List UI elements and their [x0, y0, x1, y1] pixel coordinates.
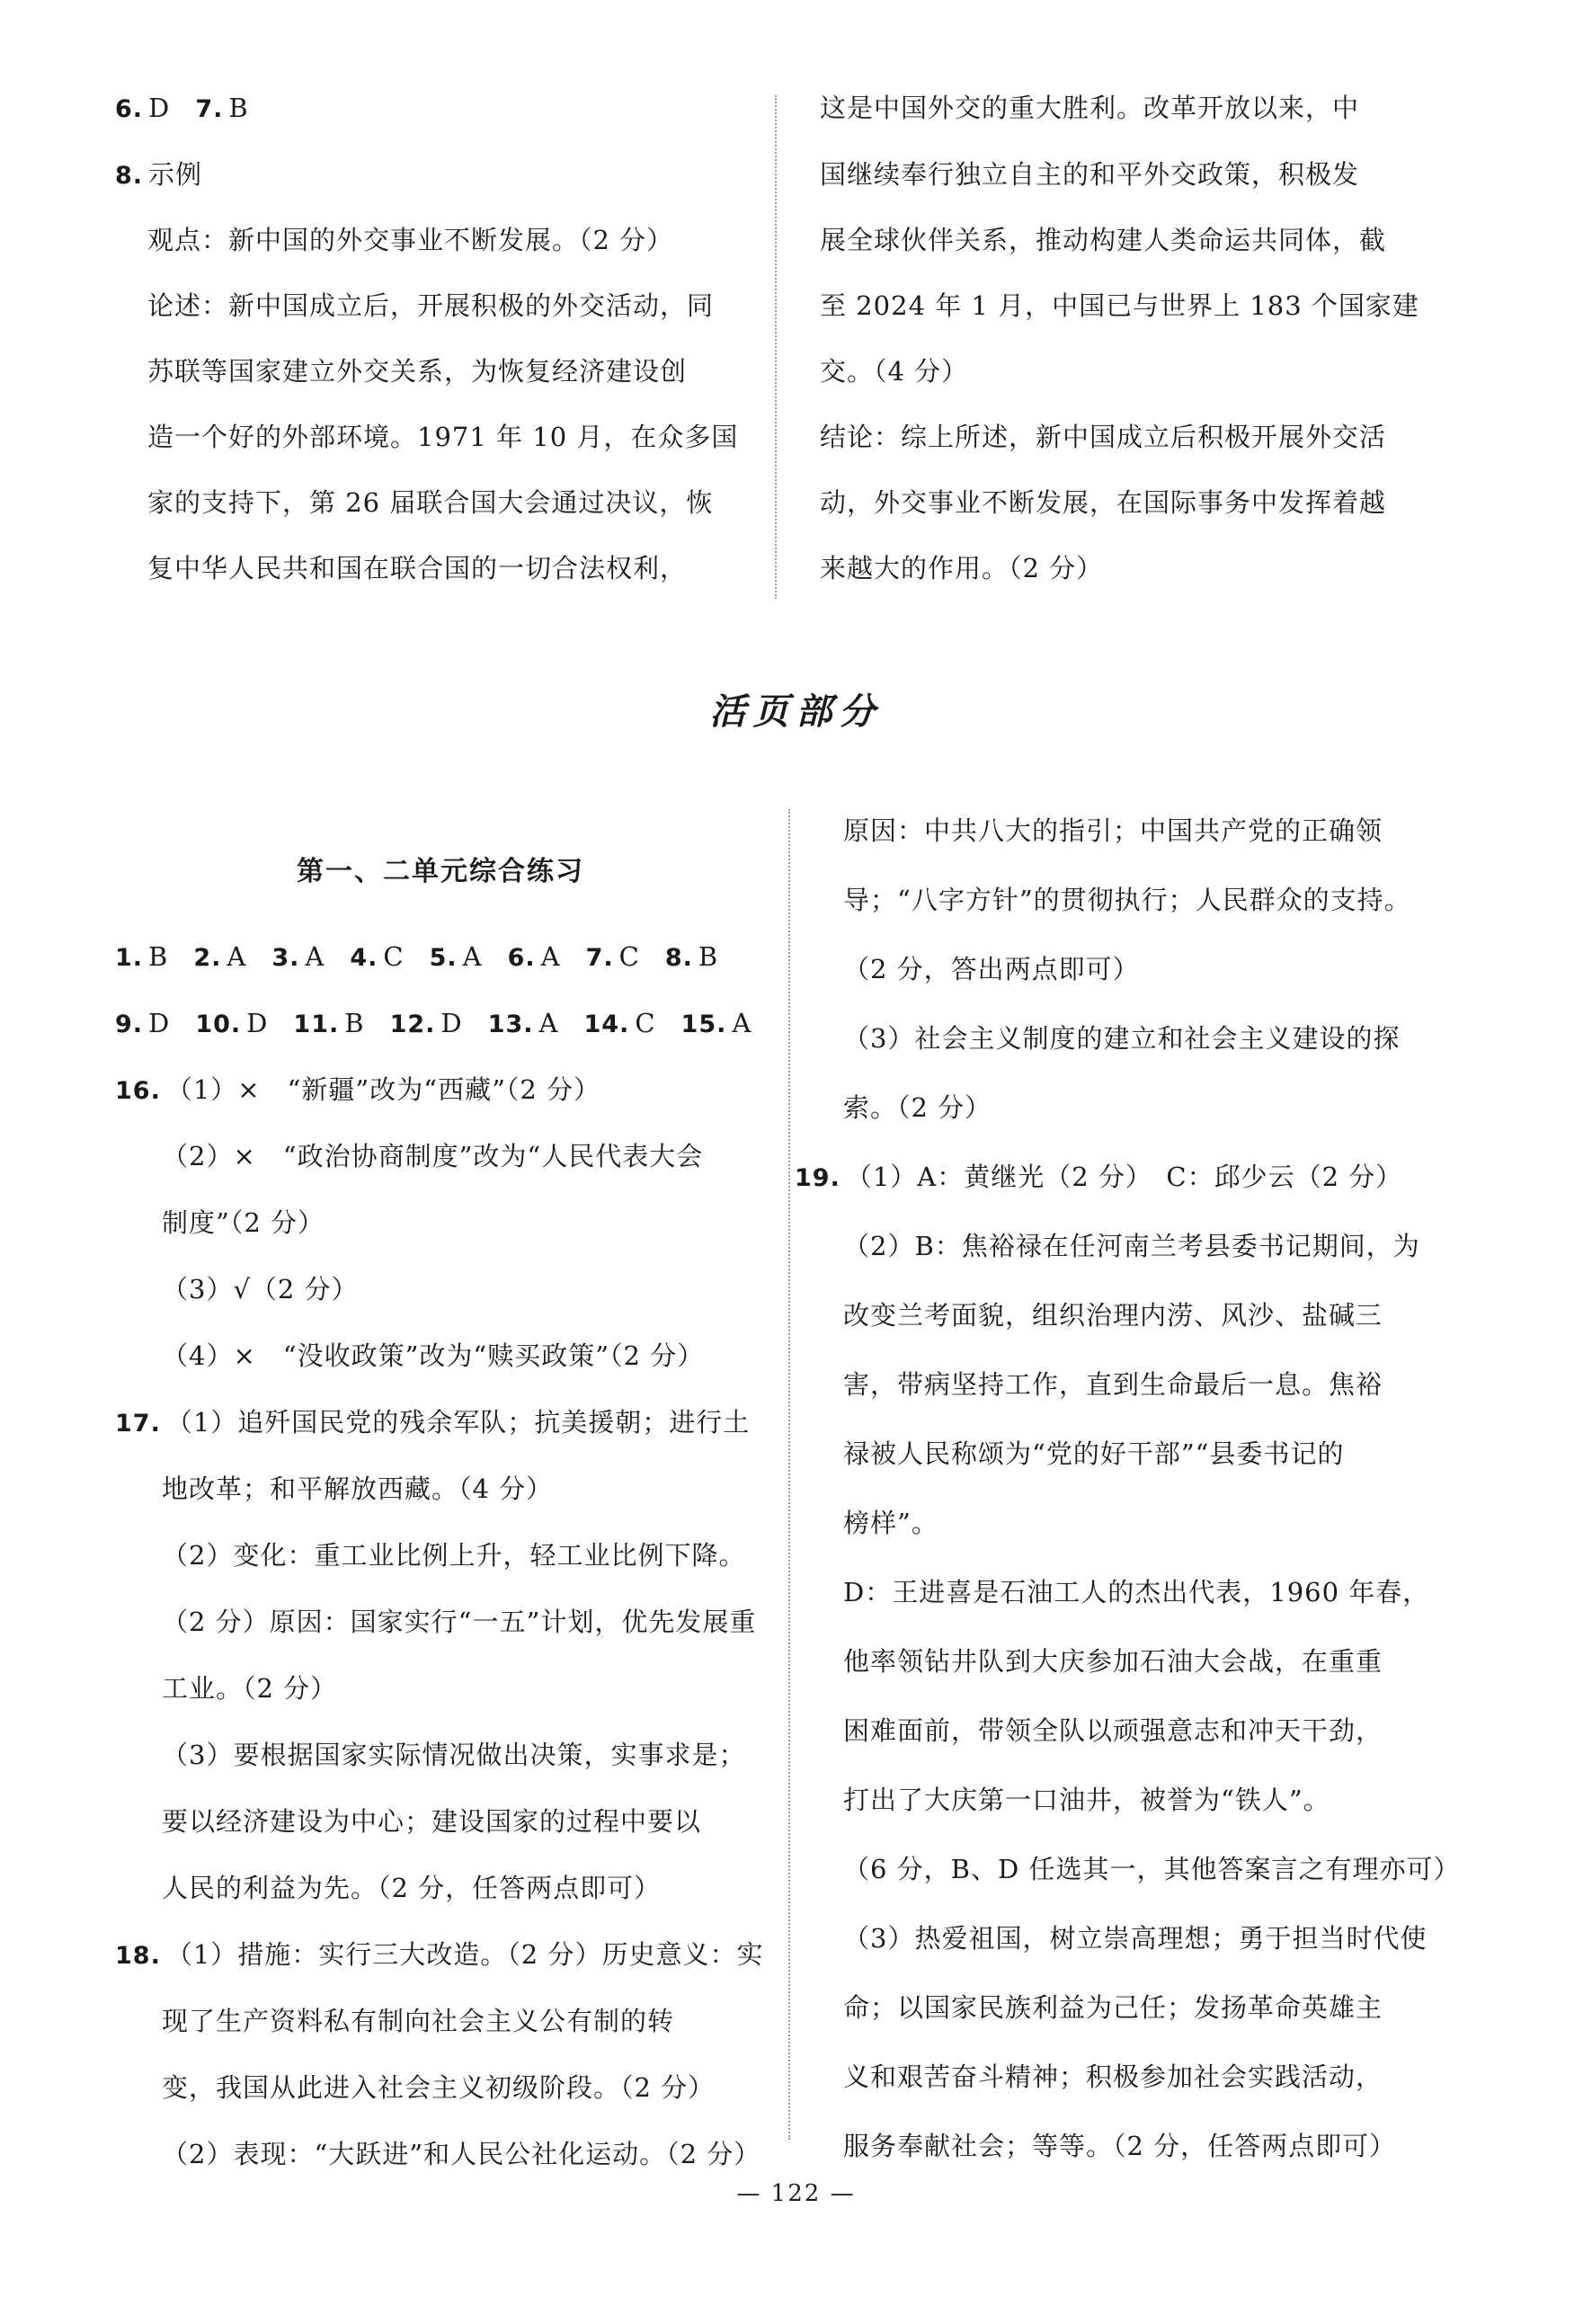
q8-line: 复中华人民共和国在联合国的一切合法权利，: [147, 553, 688, 583]
q19-line: 害，带病坚持工作，直到生命最后一息。焦裕: [843, 1369, 1383, 1400]
q7-answer: B: [228, 93, 249, 123]
q18-line: 现了生产资料私有制向社会主义公有制的转: [162, 2006, 675, 2036]
mc-answer: 6. A: [507, 941, 561, 972]
q8-cont-line: 动，外交事业不断发展，在国际事务中发挥着越: [820, 487, 1387, 518]
q17-line: （2 分）原因：国家实行“一五”计划，优先发展重: [162, 1607, 757, 1637]
mc-answer: 15. A: [680, 1008, 752, 1038]
mc-answer: 5. A: [429, 941, 483, 972]
q17-line: 人民的利益为先。（2 分，任答两点即可）: [162, 1873, 662, 1903]
q16-line: （2）× “政治协商制度”改为“人民代表大会: [162, 1141, 704, 1171]
q18-number: 18.: [115, 1942, 161, 1970]
mc-answer: 1. B: [115, 941, 169, 972]
q8-line: 观点：新中国的外交事业不断发展。（2 分）: [147, 225, 674, 255]
mc-row-1: [115, 941, 719, 972]
mc-answer: 13. A: [487, 1008, 559, 1038]
q8-number: 8.: [115, 162, 144, 190]
q19-line: 命；以国家民族利益为己任；发扬革命英雄主: [843, 1992, 1383, 2023]
q6-7-answers: [115, 95, 249, 121]
q8-cont-line: 展全球伙伴关系，推动构建人类命运共同体，截: [820, 225, 1387, 255]
q19-line: 打出了大庆第一口油井，被誉为“铁人”。: [843, 1785, 1330, 1815]
mc-answer: 7. C: [585, 941, 640, 972]
q19-line: D：王进喜是石油工人的杰出代表，1960 年春，: [843, 1577, 1430, 1607]
q16-line: 制度”（2 分）: [162, 1207, 325, 1238]
q19-line-1: 19. （1）A：黄继光（2 分） C：邱少云（2 分）: [795, 1162, 1403, 1192]
q8-cont-line: 来越大的作用。（2 分）: [820, 553, 1104, 583]
q17-line: （3）要根据国家实际情况做出决策，实事求是；: [162, 1740, 746, 1770]
q17-line: 要以经济建设为中心；建设国家的过程中要以: [162, 1806, 702, 1837]
q8-cont-line: 结论：综上所述，新中国成立后积极开展外交活: [820, 422, 1387, 452]
mc-answer: 10. D: [195, 1008, 269, 1038]
q19-line: 他率领钻井队到大庆参加石油大会战，在重重: [843, 1646, 1383, 1677]
q18-line-1: 18. （1）措施：实行三大改造。（2 分）历史意义：实: [115, 1939, 764, 1970]
q8-cont-line: 这是中国外交的重大胜利。改革开放以来，中: [820, 93, 1360, 123]
column-divider-bottom: [788, 809, 790, 2140]
q8-line: 造一个好的外部环境。1971 年 10 月，在众多国: [147, 422, 739, 452]
q17-line-1: 17. （1）追歼国民党的残余军队；抗美援朝；进行土: [115, 1407, 751, 1438]
q8-line: 家的支持下，第 26 届联合国大会通过决议，恢: [147, 487, 714, 518]
q18-cont-line: （3）社会主义制度的建立和社会主义建设的探: [843, 1023, 1401, 1054]
q19-line: 服务奉献社会；等等。（2 分，任答两点即可）: [843, 2131, 1397, 2161]
q8-line: 论述：新中国成立后，开展积极的外交活动，同: [147, 290, 715, 321]
q16-line: （3）√（2 分）: [162, 1274, 359, 1304]
q19-line: 义和艰苦奋斗精神；积极参加社会实践活动，: [843, 2061, 1383, 2092]
q17-line: 地改革；和平解放西藏。（4 分）: [162, 1474, 554, 1504]
q8-header: [115, 159, 203, 190]
column-divider-top: [775, 95, 777, 599]
q17-number: 17.: [115, 1410, 161, 1438]
q19-line: 改变兰考面貌，组织治理内涝、风沙、盐碱三: [843, 1300, 1383, 1331]
mc-answer: 14. C: [583, 1008, 656, 1038]
sub-title: 第一、二单元综合练习: [297, 856, 584, 887]
q8-label: 示例: [148, 159, 203, 190]
mc-answer: 11. B: [293, 1008, 365, 1038]
q6-answer: D: [148, 93, 171, 123]
q17-line: （2）变化：重工业比例上升，轻工业比例下降。: [162, 1540, 746, 1571]
section-title: 活页部分: [709, 691, 883, 733]
mc-answer: 3. A: [271, 941, 325, 972]
q8-cont-line: 交。（4 分）: [820, 356, 969, 387]
q17-line: 工业。（2 分）: [162, 1673, 338, 1704]
q19-line: （3）热爱祖国，树立崇高理想；勇于担当时代使: [843, 1923, 1427, 1954]
q18-line: （2）表现：“大跃进”和人民公社化运动。（2 分）: [162, 2139, 761, 2169]
mc-answer: 9. D: [115, 1008, 171, 1038]
q18-cont-line: 导；“八字方针”的贯彻执行；人民群众的支持。: [843, 885, 1411, 915]
q19-line: （2）B：焦裕禄在任河南兰考县委书记期间，为: [843, 1231, 1420, 1261]
q7-number: 7.: [195, 95, 224, 123]
mc-answer: 2. A: [193, 941, 247, 972]
mc-answer: 12. D: [389, 1008, 463, 1038]
mc-answer: 4. C: [350, 941, 405, 972]
q18-cont-line: （2 分，答出两点即可）: [843, 954, 1140, 984]
q19-number: 19.: [795, 1164, 840, 1192]
q8-line: 苏联等国家建立外交关系，为恢复经济建设创: [147, 356, 688, 387]
q8-cont-line: 至 2024 年 1 月，中国已与世界上 183 个国家建: [820, 290, 1419, 321]
q18-line: 变，我国从此进入社会主义初级阶段。（2 分）: [162, 2072, 716, 2103]
q16-number: 16.: [115, 1077, 161, 1105]
q16-line: （4）× “没收政策”改为“赎买政策”（2 分）: [162, 1340, 705, 1371]
q19-line: 困难面前，带领全队以顽强意志和冲天干劲，: [843, 1715, 1383, 1746]
q16-line-1: 16. （1）× “新疆”改为“西藏”（2 分）: [115, 1074, 601, 1105]
q6-number: 6.: [115, 95, 144, 123]
q8-cont-line: 国继续奉行独立自主的和平外交政策，积极发: [820, 159, 1360, 190]
q18-cont-line: 原因：中共八大的指引；中国共产党的正确领: [843, 815, 1383, 846]
mc-row-2: [115, 1008, 752, 1038]
mc-answer: 8. B: [664, 941, 719, 972]
q18-cont-line: 索。（2 分）: [843, 1092, 992, 1123]
q19-line: 禄被人民称颂为“党的好干部”“县委书记的: [843, 1438, 1345, 1469]
q19-line: （6 分，B、D 任选其一，其他答案言之有理亦可）: [843, 1854, 1461, 1884]
page-number: — 122 —: [736, 2180, 856, 2207]
q19-line: 榜样”。: [843, 1508, 938, 1538]
